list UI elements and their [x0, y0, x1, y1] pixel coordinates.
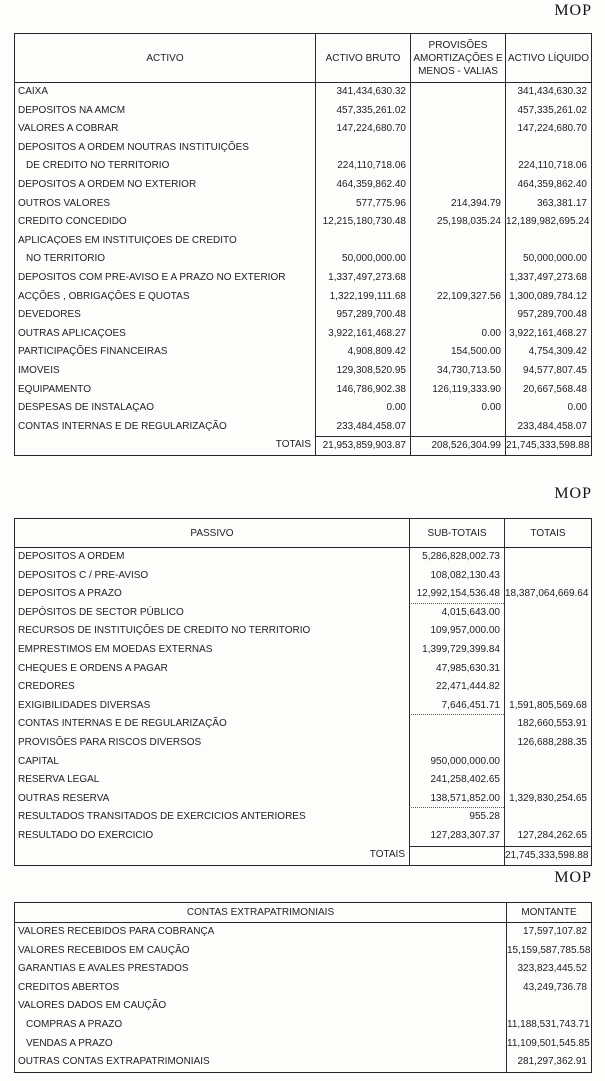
row-label: RESERVA LEGAL	[18, 774, 100, 786]
activo-liquido-value: 233,484,458.07	[505, 418, 591, 437]
totals-tot: 21,745,333,598.88	[504, 846, 591, 865]
sub-totais-value: 4,015,643.00	[409, 604, 504, 623]
passivo-totals-row	[15, 846, 591, 865]
header-activo-bruto: ACTIVO BRUTO	[315, 34, 410, 82]
activo-bruto-value: 0.00	[315, 399, 410, 418]
activo-liquido-value: 4,754,309.42	[505, 343, 591, 362]
activo-row	[15, 139, 591, 158]
sub-totais-value: 108,082,130.43	[409, 567, 504, 586]
activo-row	[15, 399, 591, 418]
extrapatrimonial-row	[15, 1016, 591, 1035]
activo-liquido-value: 341,434,630.32	[505, 83, 591, 102]
activo-liquido-value: 464,359,862.40	[505, 176, 591, 195]
activo-bruto-value: 3,922,161,468.27	[315, 325, 410, 344]
row-label: DEPOSITOS A ORDEM	[18, 551, 125, 562]
activo-liquido-value: 12,189,982,695.24	[505, 213, 591, 232]
passivo-row	[15, 641, 591, 660]
activo-bruto-value	[315, 139, 410, 158]
activo-bruto-value: 1,337,497,273.68	[315, 269, 410, 288]
activo-bruto-value: 129,308,520.95	[315, 362, 410, 381]
header-montante: MONTANTE	[506, 903, 591, 922]
activo-row	[15, 418, 591, 437]
row-label: CREDITO CONCEDIDO	[18, 216, 127, 228]
totais-value	[504, 660, 591, 679]
sub-totais-value	[409, 734, 504, 753]
totais-value: 182,660,553.91	[504, 715, 591, 734]
montante-value: 11,188,531,743.71	[506, 1016, 591, 1035]
row-label: DEPOSITOS A ORDEM NOUTRAS INSTITUIÇÕES	[18, 141, 249, 153]
activo-liquido-value: 0.00	[505, 399, 591, 418]
totais-value	[504, 622, 591, 641]
row-label: EXIGIBILIDADES DIVERSAS	[18, 699, 151, 711]
currency-label-passivo: MOP	[554, 485, 592, 502]
activo-bruto-value: 457,335,261.02	[315, 102, 410, 121]
passivo-row	[15, 771, 591, 790]
row-label: OUTRAS RESERVA	[18, 792, 110, 804]
row-label: OUTRAS CONTAS EXTRAPATRIMONIAIS	[18, 1056, 210, 1068]
totais-value	[504, 753, 591, 772]
montante-value: 15,159,587,785.58	[506, 942, 591, 961]
header-totais: TOTAIS	[504, 519, 591, 547]
activo-bruto-value: 1,322,199,111.68	[315, 288, 410, 307]
montante-value: 11,109,501,545.85	[506, 1035, 591, 1054]
passivo-row	[15, 548, 591, 567]
totals-label: TOTAIS	[275, 439, 311, 451]
activo-table-body	[15, 83, 591, 436]
montante-value: 17,597,107.82	[506, 923, 591, 942]
activo-bruto-value: 4,908,809.42	[315, 343, 410, 362]
passivo-table-body	[15, 548, 591, 846]
passivo-row	[15, 753, 591, 772]
activo-liquido-value: 20,667,568.48	[505, 381, 591, 400]
totais-value	[504, 548, 591, 567]
activo-liquido-value: 94,577,807.45	[505, 362, 591, 381]
extrapatrimonial-row	[15, 1035, 591, 1054]
sub-totais-value: 127,283,307.37	[409, 827, 504, 846]
extrapatrimonial-row	[15, 923, 591, 942]
activo-row	[15, 102, 591, 121]
sub-totais-value: 22,471,444.82	[409, 678, 504, 697]
passivo-row	[15, 567, 591, 586]
provisoes-value	[410, 157, 505, 176]
totals-label: TOTAIS	[369, 848, 405, 860]
activo-bruto-value: 464,359,862.40	[315, 176, 410, 195]
activo-row	[15, 176, 591, 195]
row-label: VALORES RECEBIDOS EM CAUÇÃO	[18, 944, 190, 956]
provisoes-value	[410, 139, 505, 158]
extrapatrimoniais-table-body	[15, 923, 591, 1072]
activo-bruto-value: 147,224,680.70	[315, 120, 410, 139]
activo-liquido-value: 3,922,161,468.27	[505, 325, 591, 344]
activo-liquido-value: 957,289,700.48	[505, 306, 591, 325]
totais-value: 18,387,064,669.64	[504, 585, 591, 604]
provisoes-value	[410, 306, 505, 325]
activo-bruto-value: 233,484,458.07	[315, 418, 410, 437]
passivo-row	[15, 678, 591, 697]
activo-liquido-value	[505, 139, 591, 158]
row-label: CAIXA	[18, 86, 49, 97]
extrapatrimoniais-table	[14, 902, 592, 1073]
activo-row	[15, 343, 591, 362]
activo-row	[15, 157, 591, 176]
activo-liquido-value: 1,300,089,784.12	[505, 288, 591, 307]
activo-row	[15, 288, 591, 307]
provisoes-value: 22,109,327.56	[410, 288, 505, 307]
extrapatrimonial-row	[15, 942, 591, 961]
row-label: DESPESAS DE INSTALAÇAO	[18, 402, 154, 414]
row-label: OUTROS VALORES	[18, 197, 111, 209]
activo-bruto-value: 12,215,180,730.48	[315, 213, 410, 232]
montante-value: 323,823,445.52	[506, 960, 591, 979]
row-label: DEPOSITOS COM PRE-AVISO E A PRAZO NO EXTERIOR	[18, 271, 286, 283]
totais-value	[504, 678, 591, 697]
passivo-row	[15, 827, 591, 846]
extrapatrimonial-row	[15, 960, 591, 979]
activo-liquido-value: 1,337,497,273.68	[505, 269, 591, 288]
sub-totais-value: 950,000,000.00	[409, 753, 504, 772]
row-label: RESULTADO DO EXERCICIO	[18, 829, 154, 841]
provisoes-value	[410, 102, 505, 121]
provisoes-value: 154,500.00	[410, 343, 505, 362]
activo-row	[15, 213, 591, 232]
sub-totais-value: 241,258,402.65	[409, 771, 504, 790]
row-label: VENDAS A PRAZO	[26, 1037, 113, 1049]
activo-liquido-value	[505, 232, 591, 251]
passivo-table-header	[15, 519, 591, 548]
montante-value: 281,297,362.91	[506, 1053, 591, 1072]
sub-totais-value: 7,646,451.71	[409, 697, 504, 716]
currency-label-activo: MOP	[554, 2, 592, 19]
activo-totals-row	[15, 436, 591, 455]
activo-bruto-value: 146,786,902.38	[315, 381, 410, 400]
activo-table	[14, 33, 592, 456]
totais-value	[504, 604, 591, 623]
passivo-row	[15, 697, 591, 716]
sub-totais-value: 109,957,000.00	[409, 622, 504, 641]
row-label: OUTRAS APLICAÇOES	[18, 327, 126, 339]
row-label: PROVISÕES PARA RISCOS DIVERSOS	[18, 736, 202, 748]
provisoes-value: 0.00	[410, 325, 505, 344]
totais-value: 1,329,830,254.65	[504, 790, 591, 809]
provisoes-value: 25,198,035.24	[410, 213, 505, 232]
provisoes-value	[410, 176, 505, 195]
montante-value: 43,249,736.78	[506, 979, 591, 998]
row-label: DEVEDORES	[18, 309, 81, 321]
extrapatrimoniais-table-header	[15, 903, 591, 923]
sub-totais-value: 955.28	[409, 808, 504, 827]
row-label: GARANTIAS E AVALES PRESTADOS	[18, 963, 189, 975]
activo-liquido-value: 224,110,718.06	[505, 157, 591, 176]
activo-row	[15, 232, 591, 251]
sub-totais-value: 1,399,729,399.84	[409, 641, 504, 660]
row-label: DEPOSITOS A ORDEM NO EXTERIOR	[18, 178, 197, 190]
passivo-row	[15, 808, 591, 827]
totals-activo-bruto: 21,953,859,903.87	[315, 436, 410, 455]
row-label: EQUIPAMENTO	[18, 383, 91, 395]
provisoes-value: 0.00	[410, 399, 505, 418]
activo-row	[15, 195, 591, 214]
totais-value	[504, 567, 591, 586]
activo-row	[15, 362, 591, 381]
provisoes-value	[410, 269, 505, 288]
provisoes-value: 126,119,333.90	[410, 381, 505, 400]
passivo-row	[15, 604, 591, 623]
totals-activo-liquido: 21,745,333,598.88	[505, 436, 591, 455]
header-passivo: PASSIVO	[190, 527, 234, 539]
provisoes-value	[410, 83, 505, 102]
provisoes-value	[410, 418, 505, 437]
activo-bruto-value: 341,434,630.32	[315, 83, 410, 102]
totais-value	[504, 771, 591, 790]
row-label: RECURSOS DE INSTITUIÇÕES DE CREDITO NO TERRITORIO	[18, 625, 311, 637]
activo-table-header	[15, 34, 591, 83]
header-activo-liquido: ACTIVO LÍQUIDO	[505, 34, 591, 82]
activo-row	[15, 381, 591, 400]
activo-row	[15, 269, 591, 288]
header-provisoes-line2: AMORTIZAÇÕES E	[413, 52, 503, 64]
row-label: COMPRAS A PRAZO	[26, 1018, 123, 1030]
row-label: VALORES DADOS EM CAUÇÃO	[18, 1000, 167, 1012]
activo-row	[15, 325, 591, 344]
passivo-row	[15, 734, 591, 753]
montante-value	[506, 997, 591, 1016]
activo-liquido-value: 457,335,261.02	[505, 102, 591, 121]
sub-totais-value	[409, 715, 504, 734]
sub-totais-value: 138,571,852.00	[409, 790, 504, 809]
extrapatrimonial-row	[15, 1053, 591, 1072]
activo-row	[15, 120, 591, 139]
totals-sub	[409, 846, 504, 865]
activo-bruto-value: 50,000,000.00	[315, 250, 410, 269]
totais-value: 1,591,805,569.68	[504, 697, 591, 716]
activo-bruto-value: 224,110,718.06	[315, 157, 410, 176]
sub-totais-value: 12,992,154,536.48	[409, 585, 504, 604]
row-label: RESULTADOS TRANSITADOS DE EXERCICIOS ANTERIORES	[18, 811, 306, 823]
provisoes-value	[410, 232, 505, 251]
row-label: DEPOSITOS NA AMCM	[18, 104, 126, 116]
row-label: DEPÓSITOS DE SECTOR PÚBLICO	[18, 606, 184, 618]
passivo-row	[15, 585, 591, 604]
sub-totais-value: 5,286,828,002.73	[409, 548, 504, 567]
activo-liquido-value: 50,000,000.00	[505, 250, 591, 269]
activo-row	[15, 83, 591, 102]
row-label: VALORES RECEBIDOS PARA COBRANÇA	[18, 926, 215, 937]
totais-value: 126,688,288.35	[504, 734, 591, 753]
passivo-table	[14, 518, 592, 866]
row-label: DE CREDITO NO TERRITORIO	[26, 160, 170, 172]
row-label: CHEQUES E ORDENS A PAGAR	[18, 662, 168, 674]
row-label: CREDITOS ABERTOS	[18, 981, 120, 993]
extrapatrimonial-row	[15, 979, 591, 998]
provisoes-value: 34,730,713.50	[410, 362, 505, 381]
passivo-row	[15, 715, 591, 734]
activo-liquido-value: 147,224,680.70	[505, 120, 591, 139]
row-label: NO TERRITORIO	[26, 253, 106, 265]
header-activo: ACTIVO	[146, 52, 184, 64]
row-label: IMOVEIS	[18, 364, 60, 376]
header-provisoes-line1: PROVISÕES	[428, 39, 488, 51]
extrapatrimonial-row	[15, 997, 591, 1016]
sub-totais-value: 47,985,630.31	[409, 660, 504, 679]
currency-label-extrapatrimoniais: MOP	[554, 869, 592, 886]
header-contas-extrapatrimoniais: CONTAS EXTRAPATRIMONIAIS	[186, 907, 335, 918]
provisoes-value: 214,394.79	[410, 195, 505, 214]
row-label: CONTAS INTERNAS E DE REGULARIZAÇÃO	[18, 718, 227, 730]
row-label: DEPOSITOS C / PRE-AVISO	[18, 569, 149, 581]
activo-bruto-value	[315, 232, 410, 251]
activo-row	[15, 250, 591, 269]
row-label: ACÇÕES , OBRIGAÇÕES E QUOTAS	[18, 290, 190, 302]
row-label: APLICAÇOES EM INSTITUIÇOES DE CREDITO	[18, 234, 237, 246]
provisoes-value	[410, 120, 505, 139]
header-provisoes	[410, 34, 505, 82]
passivo-row	[15, 622, 591, 641]
activo-row	[15, 306, 591, 325]
header-sub-totais: SUB-TOTAIS	[409, 519, 504, 547]
row-label: DEPOSITOS A PRAZO	[18, 588, 122, 600]
activo-bruto-value: 957,289,700.48	[315, 306, 410, 325]
totals-provisoes: 208,526,304.99	[410, 436, 505, 455]
activo-liquido-value: 363,381.17	[505, 195, 591, 214]
row-label: VALORES A COBRAR	[18, 123, 119, 135]
provisoes-value	[410, 250, 505, 269]
totais-value	[504, 808, 591, 827]
row-label: CONTAS INTERNAS E DE REGULARIZAÇÃO	[18, 420, 227, 432]
row-label: EMPRESTIMOS EM MOEDAS EXTERNAS	[18, 643, 213, 655]
passivo-row	[15, 790, 591, 809]
header-provisoes-line3: MENOS - VALIAS	[418, 65, 498, 77]
activo-bruto-value: 577,775.96	[315, 195, 410, 214]
passivo-row	[15, 660, 591, 679]
totais-value	[504, 641, 591, 660]
row-label: CAPITAL	[18, 755, 59, 767]
row-label: PARTICIPAÇÕES FINANCEIRAS	[18, 346, 168, 358]
row-label: CREDORES	[18, 681, 75, 693]
totais-value: 127,284,262.65	[504, 827, 591, 846]
